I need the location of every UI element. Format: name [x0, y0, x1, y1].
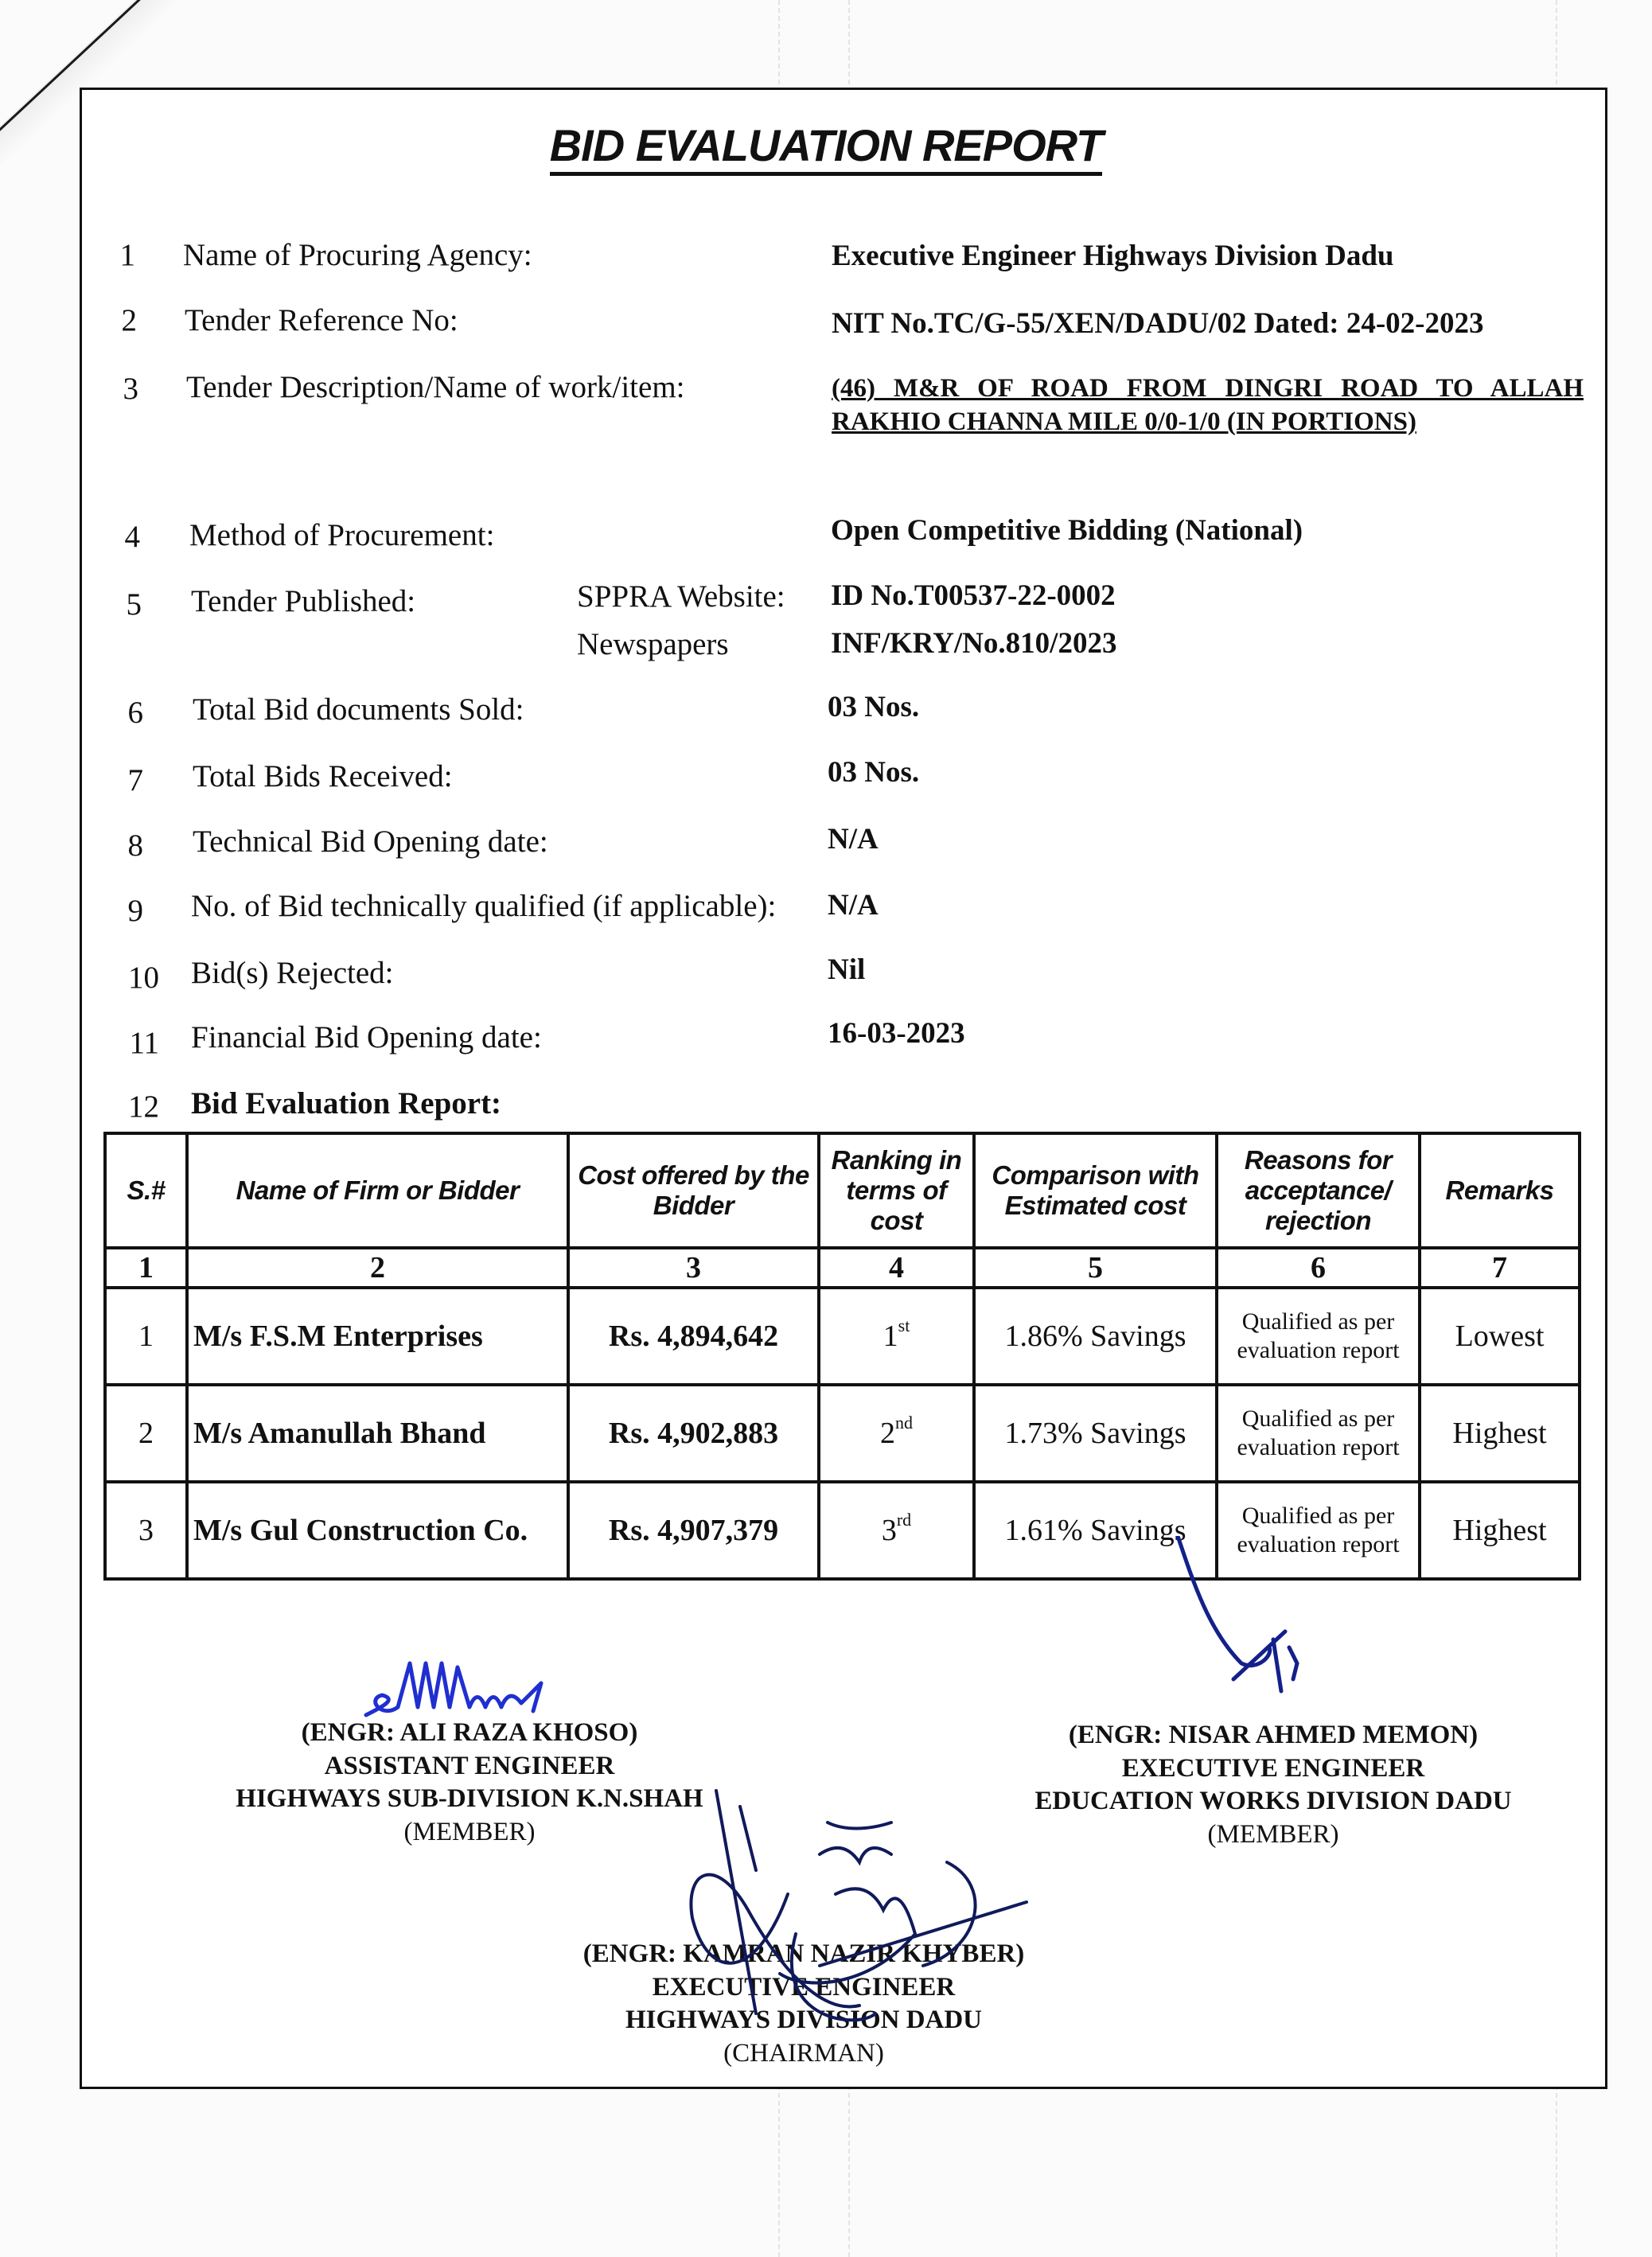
- page-title: BID EVALUATION REPORT: [0, 119, 1652, 171]
- column-number-row: 1 2 3 4 5 6 7: [105, 1248, 1580, 1288]
- cost-cell: Rs. 4,902,883: [568, 1385, 819, 1482]
- remarks-cell: Lowest: [1420, 1288, 1580, 1385]
- cost-cell: Rs. 4,907,379: [568, 1482, 819, 1579]
- serial-cell: 1: [105, 1288, 187, 1385]
- header-serial: S.#: [105, 1133, 187, 1248]
- header-firm: Name of Firm or Bidder: [187, 1133, 568, 1248]
- rank-cell: 1st: [819, 1288, 974, 1385]
- header-cost: Cost offered by the Bidder: [568, 1133, 819, 1248]
- table-row: [105, 1288, 1580, 1385]
- reason-cell: Qualified as per evaluation report: [1217, 1482, 1420, 1579]
- reason-cell: Qualified as per evaluation report: [1217, 1385, 1420, 1482]
- firm-cell: M/s Gul Construction Co.: [187, 1482, 568, 1579]
- comparison-cell: 1.73% Savings: [974, 1385, 1217, 1482]
- signatory-member-right: (ENGR: NISAR AHMED MEMON) EXECUTIVE ENGINEER EDUCATION WORKS DIVISION DADU (MEMBER): [1034, 1721, 1512, 1849]
- serial-cell: 3: [105, 1482, 187, 1579]
- comparison-cell: 1.61% Savings: [974, 1482, 1217, 1579]
- rank-cell: 3rd: [819, 1482, 974, 1579]
- header-ranking: Ranking in terms of cost: [819, 1133, 974, 1248]
- comparison-cell: 1.86% Savings: [974, 1288, 1217, 1385]
- remarks-cell: Highest: [1420, 1482, 1580, 1579]
- serial-cell: 2: [105, 1385, 187, 1482]
- reason-cell: Qualified as per evaluation report: [1217, 1288, 1420, 1385]
- header-comparison: Comparison with Estimated cost: [974, 1133, 1217, 1248]
- rank-cell: 2nd: [819, 1385, 974, 1482]
- firm-cell: M/s Amanullah Bhand: [187, 1385, 568, 1482]
- table-row: [105, 1482, 1580, 1579]
- cost-cell: Rs. 4,894,642: [568, 1288, 819, 1385]
- signatory-chairman: (ENGR: KAMRAN NAZIR KHYBER) EXECUTIVE ENGINEER HIGHWAYS DIVISION DADU (CHAIRMAN): [582, 1939, 1025, 2068]
- signatory-member-left: (ENGR: ALI RAZA KHOSO) ASSISTANT ENGINEER HIGHWAYS SUB-DIVISION K.N.SHAH (MEMBER): [236, 1718, 703, 1846]
- bid-evaluation-table: [103, 1132, 1581, 1581]
- table-header-row: [105, 1133, 1580, 1248]
- firm-cell: M/s F.S.M Enterprises: [187, 1288, 568, 1385]
- header-remarks: Remarks: [1420, 1133, 1580, 1248]
- table-row: [105, 1385, 1580, 1482]
- header-reasons: Reasons for acceptance/ rejection: [1217, 1133, 1420, 1248]
- remarks-cell: Highest: [1420, 1385, 1580, 1482]
